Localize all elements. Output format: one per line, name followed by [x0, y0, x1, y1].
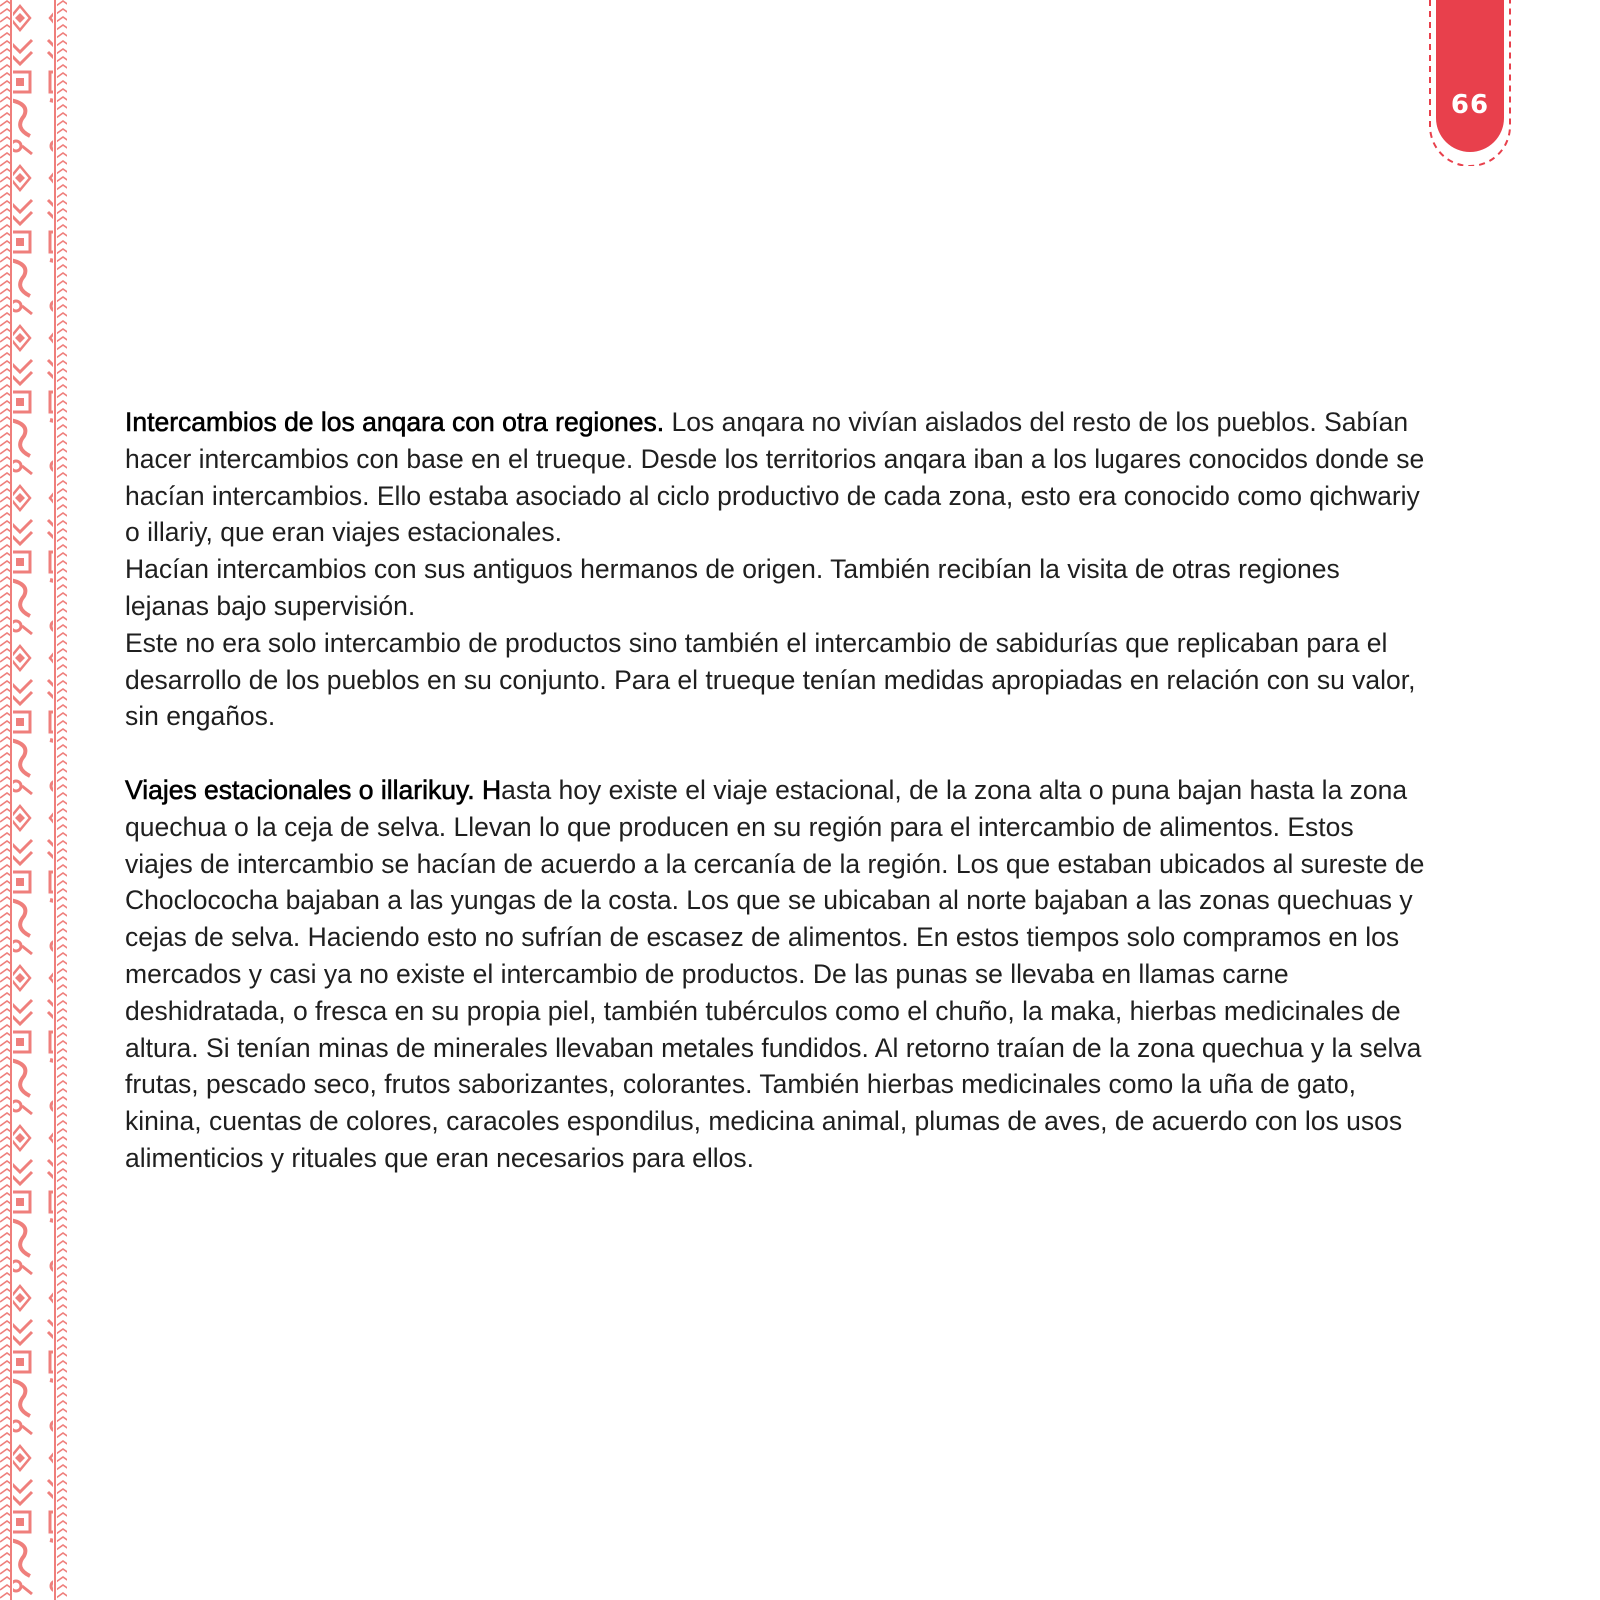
- main-content: [125, 404, 1425, 1177]
- paragraph: [125, 772, 1425, 1177]
- textile-pattern-icon: [0, 0, 68, 1600]
- paragraph: [125, 404, 1425, 551]
- page-number-tab: [1428, 0, 1512, 166]
- paragraph-text: Los anqara no vivían aislados del resto de los pueblos. Sabían hacer intercambios con base en el trueque. Desde los territorios anqara iban a los lugares conocidos donde se hacían intercambios. Ello estaba asociado al ciclo productivo de cada zona, esto era conocido como qichwariy o illariy, que eran viajes estacionales.: [125, 407, 1425, 548]
- paragraph-spacer: [125, 735, 1425, 772]
- section-heading: Intercambios de los anqara con otra regiones.: [125, 407, 665, 437]
- paragraph-text: asta hoy existe el viaje estacional, de la zona alta o puna bajan hasta la zona quechua o la ceja de selva. Llevan lo que producen en su región para el intercambio de alimentos. Estos viajes de intercambio se hacían de acuerdo a la cercanía de la región. Los que estaban ubicados al sureste de Choclococha bajaban a las yungas de la costa. Los que se ubicaban al norte bajaban a las zonas quechuas y cejas de selva. Haciendo esto no sufrían de escasez de alimentos. En estos tiempos solo compramos en los mercados y casi ya no existe el intercambio de productos. De las punas se llevaba en llamas carne deshidratada, o fresca en su propia piel, también tubérculos como el chuño, la maka, hierbas medicinales de altura. Si tenían minas de minerales llevaban metales fundidos. Al retorno traían de la zona quechua y la selva frutas, pescado seco, frutos saborizantes, colorantes. También hierbas medicinales como la uña de gato, kinina, cuentas de colores, caracoles espondilus, medicina animal, plumas de aves, de acuerdo con los usos alimenticios y rituales que eran necesarios para ellos.: [125, 774, 1425, 1173]
- section-heading: Viajes estacionales o illarikuy. H: [125, 774, 502, 805]
- paragraph: Este no era solo intercambio de productos sino también el intercambio de sabidurías que replicaban para el desarrollo de los pueblos en su conjunto. Para el trueque tenían medidas apropiadas en relación con su valor, sin engaños.: [125, 627, 1416, 732]
- page-number: 66: [1450, 90, 1490, 120]
- decorative-border: [0, 0, 68, 1600]
- bookmark-tab-icon: [1428, 0, 1512, 166]
- paragraph: Hacían intercambios con sus antiguos hermanos de origen. También recibían la visita de otras regiones lejanas bajo supervisión.: [125, 554, 1340, 621]
